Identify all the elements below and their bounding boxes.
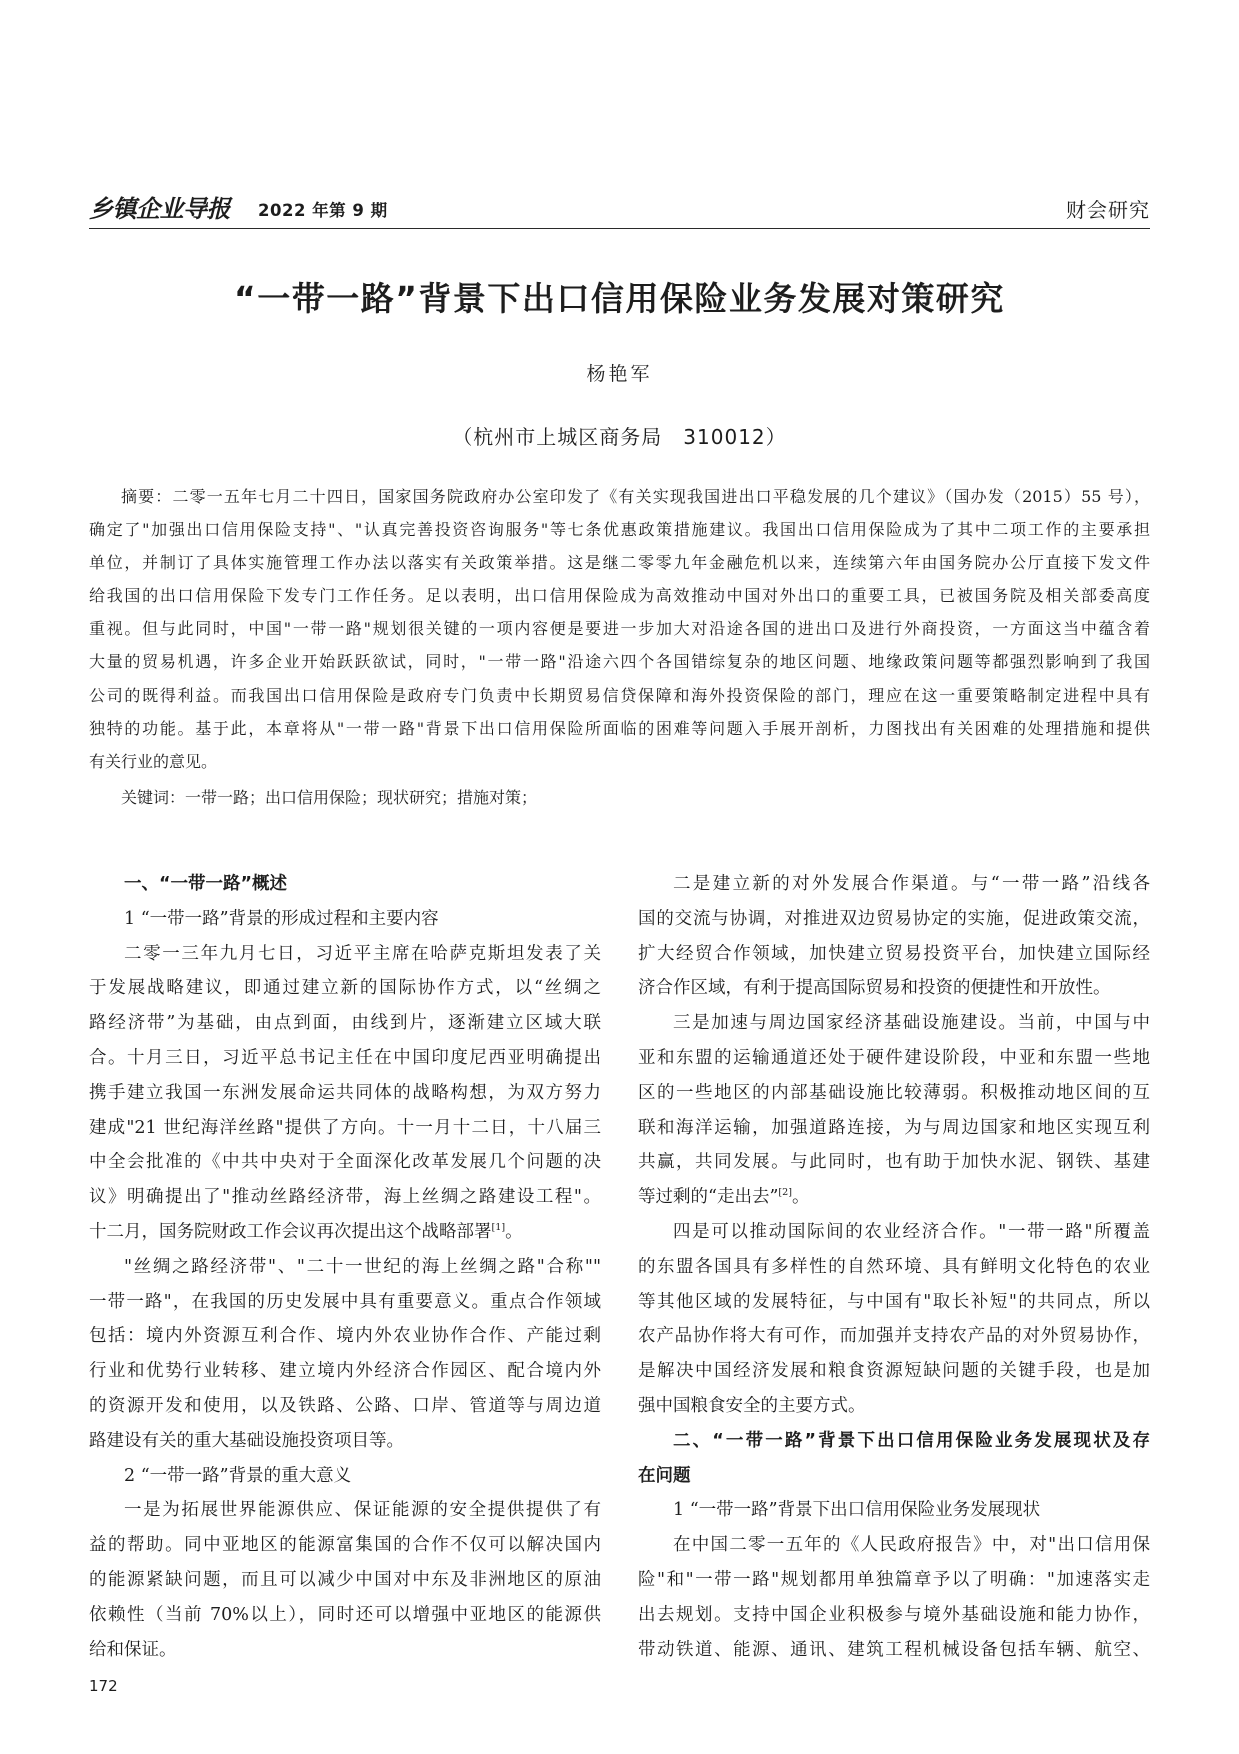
text-line: 在问题 xyxy=(638,1465,691,1486)
text-line: 的能源紧缺问题，而且可以减少中国对中东及非洲地区的原油 xyxy=(89,1569,601,1590)
text-line: 强中国粮食安全的主要方式。 xyxy=(638,1395,866,1416)
paragraph xyxy=(89,937,601,1250)
citation-ref: [2] xyxy=(778,1187,793,1199)
text-line: 四是可以推动国际间的农业经济合作。"一带一路"所覆盖 xyxy=(673,1221,1150,1242)
text-line: 路建设有关的重大基础设施投资项目等。 xyxy=(89,1430,404,1451)
author-name: 杨艳军 xyxy=(586,363,653,385)
text-line: 共赢，共同发展。与此同时，也有助于加快水泥、钢铁、基建 xyxy=(638,1152,1150,1173)
text-line: 给我国的出口信用保险下发专门工作任务。足以表明，出口信用保险成为高效推动中国对外出口的重要工具，已被国务院及相关部委高度 xyxy=(89,586,1150,606)
text-line: 二、“一带一路”背景下出口信用保险业务发展现状及存 xyxy=(673,1430,1150,1451)
text-line: 摘要：二零一五年七月二十四日，国家国务院政府办公室印发了《有关实现我国进出口平稳发展的几个建议》（国办发（2015）55 号）， xyxy=(121,487,1150,506)
subsection-heading xyxy=(89,1459,601,1494)
page-number: 172 xyxy=(89,1677,118,1695)
text-line: 在中国二零一五年的《人民政府报告》中，对"出口信用保 xyxy=(673,1535,1150,1556)
text-line: 给和保证。 xyxy=(89,1639,177,1660)
keywords: 关键词：一带一路；出口信用保险；现状研究；措施对策； xyxy=(121,788,538,807)
line-text: 。 xyxy=(792,1187,810,1208)
text-line: 二零一三年九月七日，习近平主席在哈萨克斯坦发表了关 xyxy=(124,943,601,964)
text-line: 一带一路"，在我国的历史发展中具有重要意义。重点合作领域 xyxy=(89,1291,601,1312)
text-line: 单位，并制订了具体实施管理工作办法以落实有关政策举措。这是继二零零九年金融危机以来，连续第六年由国务院办公厅直接下发文件 xyxy=(89,553,1150,573)
right-column xyxy=(638,867,1150,1667)
text-line: 确定了"加强出口信用保险支持"、"认真完善投资咨询服务"等七条优惠政策措施建议。我国出口信用保险成为了其中二项工作的主要承担 xyxy=(89,520,1150,540)
text-line: 亚和东盟的运输通道还处于硬件建设阶段，中亚和东盟一些地 xyxy=(638,1047,1150,1068)
subsection-heading xyxy=(89,902,601,937)
running-header xyxy=(89,188,1150,229)
text-line: 有关行业的意见。 xyxy=(89,751,218,771)
text-line: 携手建立我国一东洲发展命运共同体的战略构想，为双方努力 xyxy=(89,1082,601,1103)
text-line: 联和海洋运输，加强道路连接，为与周边国家和地区实现互利 xyxy=(638,1117,1150,1138)
text-line: 一、“一带一路”概述 xyxy=(124,874,288,894)
text-line: 依赖性（当前 70%以上），同时还可以增强中亚地区的能源供 xyxy=(89,1604,601,1625)
text-line: 建成"21 世纪海洋丝路"提供了方向。十一月十二日，十八届三 xyxy=(89,1117,601,1138)
text-line: 等其他区域的发展特征，与中国有"取长补短"的共同点，所以 xyxy=(638,1291,1150,1312)
text-line: 路经济带”为基础，由点到面，由线到片，逐渐建立区域大联 xyxy=(89,1013,601,1034)
line-text: 十二月，国务院财政工作会议再次提出这个战略部署 xyxy=(89,1221,492,1242)
text-line: 于发展战略建议，即通过建立新的国际协作方式，以“丝绸之 xyxy=(89,978,601,999)
paragraph xyxy=(638,1528,1150,1667)
section-label: 财会研究 xyxy=(1066,198,1150,222)
section-heading xyxy=(89,867,601,902)
text-line: 独特的功能。基于此，本章将从"一带一路"背景下出口信用保险所面临的困难等问题入手展开剖析，力图找出有关困难的处理措施和提供 xyxy=(89,718,1150,738)
text-line: "丝绸之路经济带"、"二十一世纪的海上丝绸之路"合称"" xyxy=(124,1256,601,1277)
text-line: 的资源开发和使用，以及铁路、公路、口岸、管道等与周边道 xyxy=(89,1395,601,1416)
text-line: 1 “一带一路”背景下出口信用保险业务发展现状 xyxy=(673,1500,1041,1521)
text-line: 扩大经贸合作领域，加快建立贸易投资平台，加快建立国际经 xyxy=(638,943,1150,964)
paragraph xyxy=(89,1250,601,1459)
text-line: 济合作区域，有利于提高国际贸易和投资的便捷性和开放性。 xyxy=(638,978,1111,999)
text-line xyxy=(89,1215,601,1250)
text-line: 三是加速与周边国家经济基础设施建设。当前，中国与中 xyxy=(673,1013,1150,1034)
text-line: 重视。但与此同时，中国"一带一路"规划很关键的一项内容便是要进一步加大对沿途各国的进出口及进行外商投资，一方面这当中蕴含着 xyxy=(89,619,1150,639)
line-text: 。 xyxy=(505,1221,523,1242)
issue-label: 2022 年第 9 期 xyxy=(258,201,388,220)
text-line: 国的交流与协调，对推进双边贸易协定的实施，促进政策交流， xyxy=(638,908,1150,929)
text-line: 大量的贸易机遇，许多企业开始跃跃欲试，同时，"一带一路"沿途六四个各国错综复杂的地区问题、地缘政策问题等都强烈影响到了我国 xyxy=(89,652,1150,672)
text-line: 二是建立新的对外发展合作渠道。与“一带一路”沿线各 xyxy=(673,874,1150,894)
text-line: 议》明确提出了"推动丝路经济带，海上丝绸之路建设工程"。 xyxy=(89,1187,601,1208)
paragraph xyxy=(638,867,1150,1006)
text-line: 1 “一带一路”背景的形成过程和主要内容 xyxy=(124,908,439,929)
left-column xyxy=(89,867,601,1667)
text-line: 2 “一带一路”背景的重大意义 xyxy=(124,1465,352,1486)
author-affiliation: （杭州市上城区商务局 310012） xyxy=(452,425,787,449)
abstract xyxy=(89,480,1150,778)
paragraph xyxy=(638,1215,1150,1424)
text-line: 农产品协作将大有可作，而加强并支持农产品的对外贸易协作， xyxy=(638,1326,1150,1347)
text-line: 区的一些地区的内部基础设施比较薄弱。积极推动地区间的互 xyxy=(638,1082,1150,1103)
section-heading xyxy=(638,1424,1150,1494)
subsection-heading xyxy=(638,1493,1150,1528)
text-line: 是解决中国经济发展和粮食资源短缺问题的关键手段，也是加 xyxy=(638,1361,1150,1382)
text-line: 一是为拓展世界能源供应、保证能源的安全提供提供了有 xyxy=(124,1500,601,1521)
citation-ref: [1] xyxy=(491,1222,506,1234)
text-line: 公司的既得利益。而我国出口信用保险是政府专门负责中长期贸易信贷保障和海外投资保险的部门，理应在这一重要策略制定进程中具有 xyxy=(89,685,1150,705)
line-text: 等过剩的“走出去” xyxy=(638,1187,779,1208)
paragraph xyxy=(638,1006,1150,1215)
text-line: 中全会批准的《中共中央对于全面深化改革发展几个问题的决 xyxy=(89,1152,601,1173)
text-line: 险"和"一带一路"规划都用单独篇章予以了明确："加速落实走 xyxy=(638,1569,1150,1590)
article-title: “一带一路”背景下出口信用保险业务发展对策研究 xyxy=(234,279,1005,318)
journal-name: 乡镇企业导报 xyxy=(89,195,230,223)
text-line: 出去规划。支持中国企业积极参与境外基础设施和能力协作， xyxy=(638,1604,1150,1625)
paragraph xyxy=(89,1493,601,1667)
text-line: 益的帮助。同中亚地区的能源富集国的合作不仅可以解决国内 xyxy=(89,1535,601,1556)
text-line: 的东盟各国具有多样性的自然环境、具有鲜明文化特色的农业 xyxy=(638,1256,1150,1277)
text-line: 带动铁道、能源、通讯、建筑工程机械设备包括车辆、航空、 xyxy=(638,1639,1150,1660)
text-line: 包括：境内外资源互利合作、境内外农业协作合作、产能过剩 xyxy=(89,1326,601,1347)
text-line: 行业和优势行业转移、建立境内外经济合作园区、配合境内外 xyxy=(89,1361,601,1382)
text-line: 合。十月三日，习近平总书记主任在中国印度尼西亚明确提出 xyxy=(89,1047,601,1068)
text-line xyxy=(638,1180,1150,1215)
